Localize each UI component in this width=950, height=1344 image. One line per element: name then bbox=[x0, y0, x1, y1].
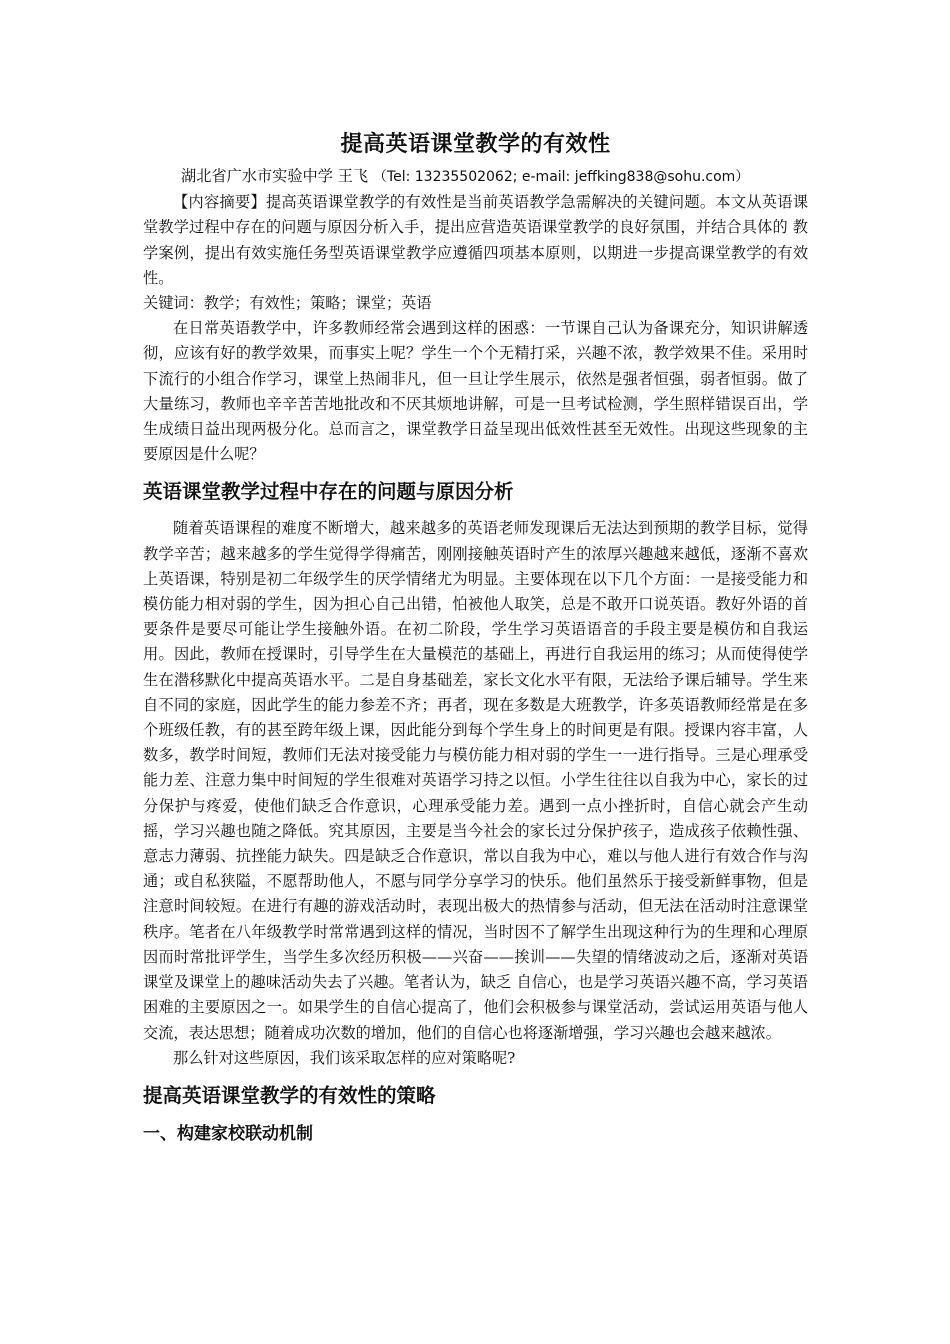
keywords-line: 关键词：教学；有效性；策略；课堂；英语 bbox=[143, 294, 432, 313]
abstract-paragraph: 【内容摘要】提高英语课堂教学的有效性是当前英语教学急需解决的关键问题。本文从英语课堂教学过程中存在的问题与原因分析入手，提出应营造英语课堂教学的良好氛围，并结合具体的 教学案例，提出有效实施任务型英语课堂教学应遵循四项基本原则，以期进一步提高课堂教学的有效性。 bbox=[143, 193, 808, 287]
section-heading-problems: 英语课堂教学过程中存在的问题与原因分析 bbox=[143, 480, 514, 504]
subsection-heading-home-school: 一、构建家校联动机制 bbox=[143, 1123, 313, 1144]
transition-paragraph: 那么针对这些原因，我们该采取怎样的应对策略呢? bbox=[173, 1048, 516, 1067]
section-heading-strategies: 提高英语课堂教学的有效性的策略 bbox=[143, 1083, 436, 1107]
document-page bbox=[143, 128, 808, 1148]
author-contact: （Tel: 13235502062; e-mail: jeffking838@sohu.com） bbox=[372, 169, 750, 185]
author-line bbox=[143, 164, 808, 190]
body-paragraph-problems: 随着英语课程的难度不断增大，越来越多的英语老师发现课后无法达到预期的教学目标，觉得教学辛苦；越来越多的学生觉得学得痛苦，刚刚接触英语时产生的浓厚兴趣越来越低，逐渐不喜欢上英语课，特别是初二年级学生的厌学情绪尤为明显。主要体现在以下几个方面：一是接受能力和模仿能力相对弱的学生，因为担心自己出错，怕被他人取笑，总是不敢开口说英语。教好外语的首要条件是要尽可能让学生接触外语。在初二阶段，学生学习英语语音的手段主要是模仿和自我运用。因此，教师在授课时，引导学生在大量模范的基础上，再进行自我运用的练习；从而使得使学生在潜移默化中提高英语水平。二是自身基础差，家长文化水平有限，无法给予课后辅导。学生来自不同的家庭，因此学生的能力参差不齐；再者，现在多数是大班教学，许多英语教师经常是在多个班级任教，有的甚至跨年级上课，因此能分到每个学生身上的时间更是有限。授课内容丰富，人数多，教学时间短，教师们无法对接受能力与模仿能力相对弱的学生一一进行指导。三是心理承受能力差、注意力集中时间短的学生很难对英语学习持之以恒。小学生往往以自我为中心，家长的过分保护与疼爱，使他们缺乏合作意识，心理承受能力差。遇到一点小挫折时，自信心就会产生动摇，学习兴趣也随之降低。究其原因，主要是当今社会的家长过分保护孩子，造成孩子依赖性强、意志力薄弱、抗挫能力缺失。四是缺乏合作意识，常以自我为中心，难以与他人进行有效合作与沟通；或自私狭隘，不愿帮助他人，不愿与同学分享学习的快乐。他们虽然乐于接受新鲜事物，但是注意时间较短。在进行有趣的游戏活动时，表现出极大的热情参与活动，但无法在活动时注意课堂秩序。笔者在八年级教学时常常遇到这样的情况，当时因不了解学生出现这种行为的生理和心理原因而时常批评学生，当学生多次经历积极——兴奋——挨训——失望的情绪波动之后，逐渐对英语课堂及课堂上的趣味活动失去了兴趣。笔者认为，缺乏 自信心，也是学习英语兴趣不高，学习英语困难的主要原因之一。如果学生的自信心提高了，他们会积极参与课堂活动，尝试运用英语与他人交流，表达思想；随着成功次数的增加，他们的自信心也将逐渐增强，学习兴趣也会越来越浓。 bbox=[143, 519, 808, 1042]
intro-paragraph: 在日常英语教学中，许多教师经常会遇到这样的困惑：一节课自己认为备课充分，知识讲解透彻，应该有好的教学效果，而事实上呢？学生一个个无精打采，兴趣不浓，教学效果不佳。采用时下流行的小组合作学习，课堂上热闹非凡，但一旦让学生展示，依然是强者恒强，弱者恒弱。做了大量练习，教师也辛辛苦苦地批改和不厌其烦地讲解，可是一旦考试检测，学生照样错误百出，学生成绩日益出现两极分化。总而言之，课堂教学日益呈现出低效性甚至无效性。出现这些现象的主要原因是什么呢？ bbox=[143, 319, 808, 464]
author-name: 湖北省广水市实验中学 王飞 bbox=[181, 167, 369, 185]
document-title: 提高英语课堂教学的有效性 bbox=[340, 132, 611, 157]
